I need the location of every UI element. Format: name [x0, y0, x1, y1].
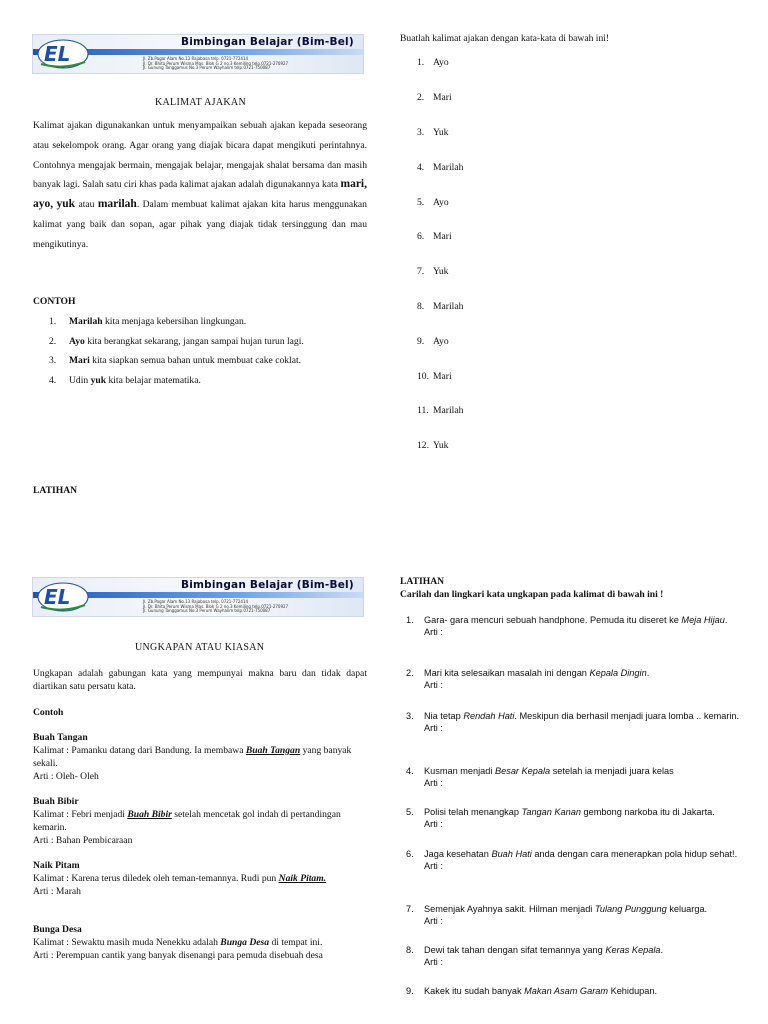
contoh-heading-2: Contoh: [33, 707, 64, 718]
example-list: [49, 312, 304, 390]
idiom-example: Buah Bibir Kalimat : Febri menjadi Buah Bibir setelah mencetak gol indah di pertandingan kemarin. Arti : Bahan Pembicaraan: [33, 795, 363, 847]
banner-title: Bimbingan Belajar (Bim-Bel): [181, 579, 354, 591]
list-item: 5. Ayo: [417, 197, 449, 208]
list-item: 1. Marilah kita menjaga kebersihan lingkungan.: [49, 316, 247, 327]
contoh-heading: CONTOH: [33, 296, 76, 307]
idiom-example: Buah Tangan Kalimat : Pamanku datang dari Bandung. Ia membawa Buah Tangan yang banyak sekali. Arti : Oleh- Oleh: [33, 731, 363, 783]
header-banner-bottom: [32, 577, 364, 617]
keyword-mari: mari: [340, 178, 365, 191]
list-item: 12. Yuk: [417, 440, 449, 451]
svg-text:EL: EL: [44, 42, 71, 66]
list-item: 3. Mari kita siapkan semua bahan untuk membuat cake coklat.: [49, 355, 302, 366]
idiom-heading: Buah Tangan: [33, 732, 88, 743]
keyword-marilah: marilah: [97, 198, 137, 211]
idiom-heading: Naik Pitam: [33, 860, 80, 871]
list-item: 2. Mari: [417, 92, 452, 103]
page-title-ungkapan: UNGKAPAN ATAU KIASAN: [135, 642, 265, 653]
list-item: 2. Ayo kita berangkat sekarang, jangan sampai hujan turun lagi.: [49, 335, 304, 347]
exercise-list: 1. Gara- gara mencuri sebuah handphone. Pemuda itu diseret ke Meja Hijau. Arti : 2. Mari kita selesaikan masalah ini dengan Kepala Dingin. Arti : 3. Nia tetap Rendah Hati. Meskipun dia berhasil menjadi juara lomba .. kemarin. Arti : 4. Kusman menjadi Besar Kepala setelah ia menjadi juara kelas Arti : 5. Polisi telah menangkap Tangan Kanan gembong narkoba itu di Jakarta. Arti : 6. Jaga kesehatan Buah Hati anda dengan cara menerapkan pola hidup sehat!. Arti : 7. Semenjak Ayahnya sakit. Hilman menjadi Tulang Punggung keluarga. Arti : 8. Dewi tak tahan dengan sifat temannya yang Keras Kepala. Arti : 9. Kakek itu sudah banyak Makan Asam Garam Kehidupan.: [406, 615, 740, 996]
list-item: 4. Udin yuk kita belajar matematika.: [49, 374, 201, 386]
list-item: 9. Ayo: [417, 336, 449, 347]
idiom-heading: Bunga Desa: [33, 924, 82, 935]
latihan-heading-2: LATIHAN: [400, 576, 445, 587]
list-item: 3. Yuk: [417, 127, 449, 138]
list-item: 10. Mari: [417, 371, 452, 382]
idiom-heading: Buah Bibir: [33, 796, 79, 807]
list-item: 6. Mari: [417, 231, 452, 242]
school-logo-icon: [37, 37, 89, 70]
paragraph-kalimat-ajakan: Kalimat ajakan digunakankan untuk menyampaikan sebuah ajakan kepada seseorang atau sekelompok orang. Agar orang yang diajak bicara dapat mengikuti perintahnya. Contohnya mengajak bermain, mengajak belajar, mengajak shalat bersama dan masih banyak lagi. Salah satu ciri khas pada kalimat ajakan adalah digunakannya kata mari, ayo, yuk atau marilah. Dalam membuat kalimat ajakan kita harus menggunakan kalimat yang baik dan sopan, agar pihak yang diajak tidak tersinggung dan mau mengikutinya.: [33, 120, 367, 250]
latihan-heading: LATIHAN: [33, 485, 78, 496]
banner-title: Bimbingan Belajar (Bim-Bel): [181, 36, 354, 48]
word-list: [417, 57, 567, 457]
instruction-text: Buatlah kalimat ajakan dengan kata-kata di bawah ini!: [400, 33, 610, 44]
instruction-text-2: Carilah dan lingkari kata ungkapan pada kalimat di bawah ini !: [400, 589, 664, 600]
svg-text:EL: EL: [44, 585, 71, 609]
list-item: 1. Ayo: [417, 57, 449, 68]
idiom-example: Bunga Desa Kalimat : Sewaktu masih muda Nenekku adalah Bunga Desa di tempat ini. Arti : Perempuan cantik yang banyak disenangi para pemuda disebuah desa: [33, 923, 363, 962]
banner-address: Jl. Zb.Pagar Alam No.13 Rajabasa telp. 0721-772414 Jl. Dr. Bhita Perum Wisma Mas. Blok G 2 no.3 Kemiling telp.0721-270927 Jl. Gunung Tanggamus No.3 Perum Wayhalim telp.0721-750087: [143, 599, 289, 614]
banner-address: Jl. Zb.Pagar Alam No.13 Rajabasa telp. 0721-772414 Jl. Dr. Bhita Perum Wisma Mas. Blok G 2 no.3 Kemiling telp.0721-270927 Jl. Gunung Tanggamus No.3 Perum Wayhalim telp.0721-750087: [143, 56, 289, 71]
list-item: 11. Marilah: [417, 405, 464, 416]
keyword-ayo: ayo: [33, 198, 51, 211]
idiom-example: Naik Pitam Kalimat : Karena terus diledek oleh teman-temannya. Rudi pun Naik Pitam. Arti : Marah: [33, 859, 363, 898]
header-banner-top: [32, 34, 364, 74]
list-item: 7. Yuk: [417, 266, 449, 277]
paragraph-ungkapan: Ungkapan adalah gabungan kata yang mempunyai makna baru dan tidak dapat diartikan satu persatu kata.: [33, 668, 367, 692]
page-title-kalimat-ajakan: KALIMAT AJAKAN: [155, 97, 246, 108]
school-logo-icon: [37, 580, 89, 613]
list-item: 4. Marilah: [417, 162, 464, 173]
keyword-yuk: yuk: [56, 198, 76, 211]
list-item: 8. Marilah: [417, 301, 464, 312]
